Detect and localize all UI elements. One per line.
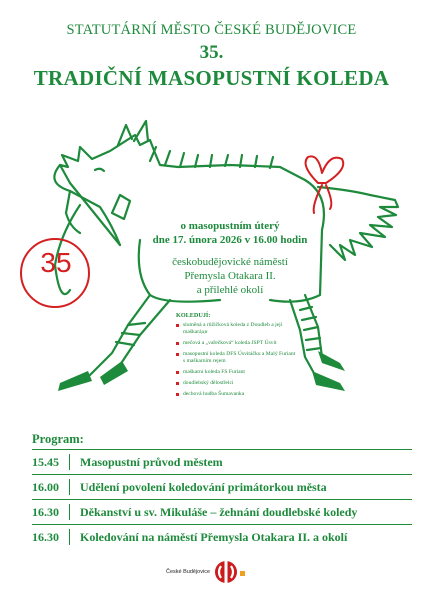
program-text: Masopustní průvod městem — [80, 454, 223, 469]
program-text: Koledování na náměstí Přemysla Otakara II. a okolí — [80, 529, 348, 544]
program-time: 15.45 — [32, 454, 59, 469]
program-time: 16.30 — [32, 504, 59, 519]
logo-label: České Budějovice — [166, 569, 211, 575]
city-name: STATUTÁRNÍ MĚSTO ČESKÉ BUDĚJOVICE — [66, 22, 357, 38]
list-item: maškarní koleda FS Furiant — [176, 369, 298, 376]
event-place — [150, 255, 310, 297]
event-title: TRADIČNÍ MASOPUSTNÍ KOLEDA — [33, 66, 390, 90]
list-item: sluměná a růžičková koleda z Doudleb a její maškaráди — [176, 322, 298, 336]
program-row — [32, 449, 412, 474]
edition-number: 35. — [199, 42, 224, 63]
program-row — [32, 524, 412, 549]
program-text: Udělení povolení koledování primátorkou města — [80, 479, 327, 494]
program-time: 16.00 — [32, 479, 59, 494]
program-row — [32, 499, 412, 524]
event-date — [140, 219, 320, 247]
list-item: dechová hudba Šumavanka — [176, 391, 298, 398]
anniversary-badge: 35 — [40, 247, 72, 278]
place-line-2: Přemysla Otakara II. — [184, 270, 276, 282]
place-line-3: a přilehlé okolí — [196, 284, 264, 296]
carolers-list — [176, 312, 298, 402]
city-logo — [160, 558, 280, 586]
program-text: Děkanství u sv. Mikuláše – žehnání doudlebské koledy — [80, 504, 358, 519]
list-item: doudlebský dělostřelci — [176, 380, 298, 387]
date-line-1: o masopustním úterý — [180, 220, 280, 232]
program-time: 16.30 — [32, 529, 59, 544]
date-line-2: dne 17. února 2026 v 16.00 hodin — [152, 234, 308, 246]
program-row — [32, 474, 412, 499]
list-item: masopustní koleda DFS Úsvitáčku a Malý Furiant s maškarním rejem — [176, 351, 298, 365]
program-heading: Program: — [32, 432, 84, 446]
list-item: mečová a „vařečková“ koleda JSPT Úsvit — [176, 340, 298, 347]
carolers-heading: KOLEDUJÍ: — [176, 312, 211, 319]
place-line-1: českobudějovické náměstí — [172, 256, 288, 268]
program-table — [32, 449, 412, 549]
city-emblem-icon — [212, 558, 248, 586]
